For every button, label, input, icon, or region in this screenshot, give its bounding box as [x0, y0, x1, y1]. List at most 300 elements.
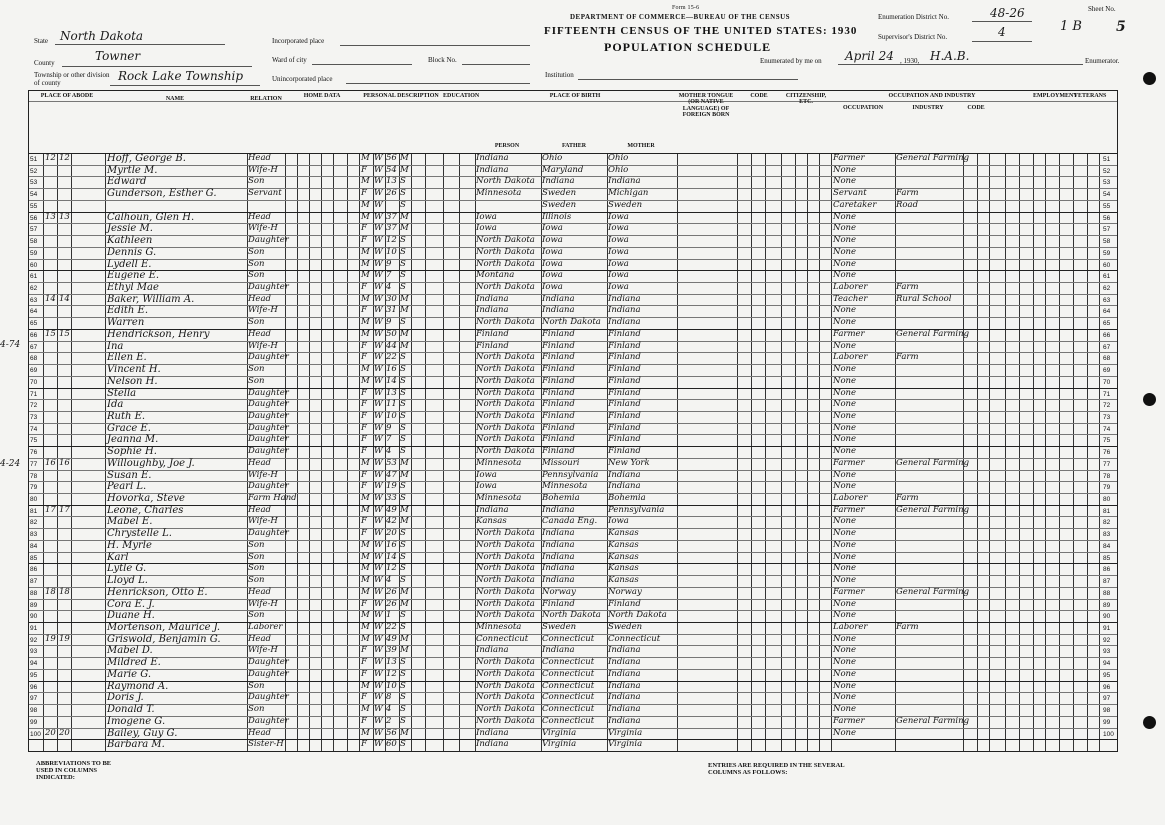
column-rule — [1073, 153, 1074, 751]
line-number: 58 — [30, 238, 38, 246]
cell-name: Imogene G. — [107, 715, 166, 727]
line-number: 75 — [1103, 437, 1111, 445]
cell-ms: S — [400, 657, 406, 668]
cell-ind: Farm — [896, 188, 919, 199]
cell-name: Lytle G. — [107, 563, 147, 575]
column-rule — [781, 153, 782, 751]
cell-name: Marie G. — [107, 668, 152, 680]
cell-race: W — [374, 645, 383, 656]
column-rule — [105, 153, 106, 751]
cell-age: 26 — [386, 586, 397, 597]
cell-mb: New York — [608, 457, 650, 468]
cell-ms: S — [400, 668, 406, 679]
cell-age: 53 — [386, 457, 397, 468]
cell-sex: M — [361, 551, 370, 562]
cell-dw: 16 — [45, 457, 56, 468]
cell-pb: North Dakota — [476, 704, 535, 715]
cell-age: 56 — [386, 153, 397, 163]
cell-ms: M — [400, 598, 409, 609]
line-number: 67 — [30, 343, 38, 351]
cell-fb: Missouri — [542, 457, 580, 468]
education-head: EDUCATION — [443, 93, 480, 99]
cell-fb: Virginia — [542, 739, 577, 750]
cell-pb: Indiana — [476, 727, 509, 738]
cell-pb: North Dakota — [476, 657, 535, 668]
line-number: 54 — [30, 191, 38, 199]
cell-race: W — [374, 211, 383, 222]
cell-pb: Montana — [476, 270, 515, 281]
line-number: 91 — [1103, 625, 1111, 633]
cell-sex: M — [361, 610, 370, 621]
cell-pb: Indiana — [476, 153, 509, 163]
cell-mb: Finland — [608, 598, 641, 609]
cell-mb: Virginia — [608, 739, 643, 750]
cell-name: Stella — [107, 387, 137, 399]
cell-name: Griswold, Benjamin G. — [107, 633, 221, 645]
cell-ms: S — [400, 246, 406, 257]
cell-sex: F — [361, 516, 367, 527]
cell-occ: None — [833, 235, 857, 246]
cell-occ: None — [833, 563, 857, 574]
line-number: 73 — [30, 413, 38, 421]
cell-ms: S — [400, 704, 406, 715]
margin-note-top: 4-74 — [0, 340, 21, 350]
cell-age: 39 — [386, 645, 397, 656]
cell-occ: None — [833, 176, 857, 187]
cell-ms: M — [400, 223, 409, 234]
unincorporated-label: Unincorporated place — [272, 75, 333, 83]
binder-hole-bottom — [1143, 716, 1156, 729]
cell-fam: 13 — [59, 211, 70, 222]
cell-race: W — [374, 328, 383, 339]
cell-dw: 13 — [45, 211, 56, 222]
cell-age: 7 — [386, 434, 392, 445]
cell-name: Baker, William A. — [107, 293, 195, 305]
cell-race: W — [374, 199, 383, 210]
cell-rel: Head — [248, 727, 271, 738]
column-rule — [43, 153, 44, 751]
cell-age: 42 — [386, 516, 397, 527]
cell-ms: M — [400, 469, 409, 480]
cell-occ: Laborer — [833, 281, 868, 292]
cell-rel: Head — [248, 633, 271, 644]
row-rule — [29, 247, 1117, 248]
line-number: 74 — [1103, 425, 1111, 433]
cell-mb: Finland — [608, 410, 641, 421]
cell-rel: Wife-H — [248, 645, 278, 656]
cell-age: 44 — [386, 340, 397, 351]
cell-ms: S — [400, 235, 406, 246]
cell-race: W — [374, 715, 383, 726]
row-rule — [29, 223, 1117, 224]
cell-name: Eugene E. — [107, 270, 160, 282]
cell-fb: Connecticut — [542, 704, 595, 715]
line-number: 51 — [1103, 156, 1111, 163]
cell-fb: Indiana — [542, 528, 575, 539]
enumerated-label: Enumerated by me on — [760, 57, 822, 65]
institution-label: Institution — [545, 71, 574, 79]
cell-age: 7 — [386, 270, 392, 281]
cell-pb: Finland — [476, 340, 509, 351]
cell-rel: Daughter — [248, 446, 289, 457]
cell-fb: Finland — [542, 328, 575, 339]
cell-race: W — [374, 223, 383, 234]
cell-rel: Head — [248, 293, 271, 304]
line-number: 53 — [1103, 179, 1111, 187]
cell-age: 12 — [386, 668, 397, 679]
cell-occ: None — [833, 422, 857, 433]
cell-occ: None — [833, 680, 857, 691]
cell-ms: M — [400, 164, 409, 175]
cell-sex: F — [361, 387, 367, 398]
cell-name: Mabel E. — [107, 516, 153, 528]
cell-fb: Iowa — [542, 258, 563, 269]
cell-name: Kathleen — [107, 235, 153, 247]
column-rule — [425, 153, 426, 751]
line-number: 73 — [1103, 413, 1111, 421]
cell-rel: Wife-H — [248, 164, 278, 175]
cell-ms: M — [400, 516, 409, 527]
cell-mb: Connecticut — [608, 633, 661, 644]
column-rule — [1099, 153, 1100, 751]
cell-fb: Pennsylvania — [542, 469, 599, 480]
cell-rel: Laborer — [248, 622, 283, 633]
supervisor-district-value: 4 — [998, 25, 1006, 39]
cell-pb: North Dakota — [476, 281, 535, 292]
cell-race: W — [374, 188, 383, 199]
cell-name: H. Myrle — [107, 539, 152, 551]
cell-pb: North Dakota — [476, 575, 535, 586]
cell-ms: S — [400, 493, 406, 504]
cell-age: 49 — [386, 633, 397, 644]
line-number: 86 — [30, 566, 38, 574]
cell-ms: M — [400, 727, 409, 738]
cell-mb: Virginia — [608, 727, 643, 738]
cell-sex: F — [361, 692, 367, 703]
cell-occ: None — [833, 258, 857, 269]
cell-name: Susan E. — [107, 469, 152, 481]
father-head: FATHER — [561, 143, 587, 149]
line-number: 66 — [1103, 331, 1111, 339]
cell-age: 11 — [386, 399, 397, 410]
line-number: 55 — [1103, 202, 1111, 210]
cell-ms: S — [400, 434, 406, 445]
cell-name: Henrickson, Otto E. — [107, 586, 208, 598]
cell-ms: M — [400, 457, 409, 468]
industry-head: INDUSTRY — [912, 105, 944, 111]
cell-fb: Finland — [542, 434, 575, 445]
cell-age: 47 — [386, 469, 397, 480]
cell-rel: Son — [248, 246, 265, 257]
cell-age: 22 — [386, 622, 397, 633]
cell-name: Dennis G. — [107, 246, 157, 258]
cell-sex: F — [361, 528, 367, 539]
cell-race: W — [374, 387, 383, 398]
line-number: 62 — [1103, 284, 1111, 292]
entries-title: ENTRIES ARE REQUIRED IN THE SEVERAL COLUMNS AS FOLLOWS: — [708, 762, 845, 777]
cell-race: W — [374, 539, 383, 550]
enumeration-district-value: 48-26 — [990, 6, 1025, 20]
line-number: 83 — [1103, 531, 1111, 539]
cell-mb: Indiana — [608, 715, 641, 726]
cell-rel: Son — [248, 680, 265, 691]
cell-rel: Wife-H — [248, 340, 278, 351]
cell-race: W — [374, 422, 383, 433]
cell-rel: Daughter — [248, 657, 289, 668]
cell-mb: Indiana — [608, 481, 641, 492]
cell-rel: Daughter — [248, 434, 289, 445]
cell-ms: M — [400, 211, 409, 222]
cell-sex: M — [361, 493, 370, 504]
abbreviations-title: ABBREVIATIONS TO BE USED IN COLUMNS INDICATED: — [36, 760, 112, 782]
cell-name: Calhoun, Glen H. — [107, 211, 195, 223]
line-number: 72 — [30, 402, 38, 410]
cell-ms: S — [400, 539, 406, 550]
county-value: Towner — [95, 49, 141, 63]
cell-sex: M — [361, 211, 370, 222]
cell-age: 13 — [386, 657, 397, 668]
line-number: 94 — [1103, 660, 1111, 668]
cell-age: 10 — [386, 680, 397, 691]
cell-fb: Finland — [542, 387, 575, 398]
line-number: 99 — [1103, 718, 1111, 726]
ward-underline — [312, 64, 412, 65]
cell-rel: Son — [248, 563, 265, 574]
schedule-table — [28, 90, 1118, 752]
cell-ms: S — [400, 622, 406, 633]
cell-race: W — [374, 516, 383, 527]
cell-occ: None — [833, 692, 857, 703]
cell-name: Bailey, Guy G. — [107, 727, 178, 739]
cell-age: 4 — [386, 704, 392, 715]
cell-ind: General Farming — [896, 586, 970, 597]
cell-fb: Ohio — [542, 153, 563, 163]
cell-age: 20 — [386, 528, 397, 539]
cell-mb: Bohemia — [608, 493, 646, 504]
cell-name: Vincent H. — [107, 364, 161, 376]
cell-ms: S — [400, 387, 406, 398]
line-number: 79 — [30, 484, 38, 492]
citizenship-head: CITIZENSHIP, ETC. — [785, 93, 827, 106]
cell-race: W — [374, 668, 383, 679]
cell-age: 10 — [386, 246, 397, 257]
cell-ms: M — [400, 328, 409, 339]
cell-pb: North Dakota — [476, 692, 535, 703]
cell-fb: Finland — [542, 340, 575, 351]
cell-name: Ruth E. — [107, 410, 146, 422]
line-number: 100 — [1103, 730, 1114, 738]
cell-race: W — [374, 575, 383, 586]
cell-rel: Son — [248, 176, 265, 187]
form-number: Form 15-6 — [672, 5, 700, 11]
mother-tongue-head: MOTHER TONGUE (OR NATIVE LANGUAGE) OF FOREIGN BORN — [678, 93, 734, 118]
cell-occ: None — [833, 364, 857, 375]
cell-mb: Indiana — [608, 692, 641, 703]
cell-pb: Iowa — [476, 481, 497, 492]
cell-pb: Iowa — [476, 469, 497, 480]
cell-race: W — [374, 633, 383, 644]
line-number: 75 — [30, 437, 38, 445]
enumeration-district-underline — [972, 21, 1032, 22]
cell-name: Ida — [107, 399, 124, 411]
cell-occ: None — [833, 270, 857, 281]
cell-occ: None — [833, 645, 857, 656]
cell-fb: Iowa — [542, 270, 563, 281]
line-number: 89 — [30, 601, 38, 609]
line-number: 85 — [1103, 554, 1111, 562]
cell-ind: General Farming — [896, 153, 970, 163]
cell-fam: 18 — [59, 586, 70, 597]
cell-name: Ellen E. — [107, 352, 147, 364]
enumerator-initials: H.A.B. — [930, 49, 970, 63]
column-rule — [895, 153, 896, 751]
cell-fam: 14 — [59, 293, 70, 304]
cell-ms: S — [400, 551, 406, 562]
cell-name: Hovorka, Steve — [107, 493, 185, 505]
line-number: 93 — [30, 648, 38, 656]
column-rule — [459, 153, 460, 751]
cell-fb: Indiana — [542, 539, 575, 550]
cell-rel: Son — [248, 364, 265, 375]
line-number: 91 — [30, 625, 38, 633]
cell-rel: Son — [248, 270, 265, 281]
line-number: 68 — [1103, 355, 1111, 363]
cell-mb: Kansas — [608, 563, 639, 574]
cell-mb: Iowa — [608, 211, 629, 222]
line-number: 67 — [1103, 343, 1111, 351]
cell-rel: Daughter — [248, 422, 289, 433]
cell-fb: Iowa — [542, 223, 563, 234]
line-number: 51 — [30, 156, 38, 163]
cell-rel: Son — [248, 539, 265, 550]
cell-age: 4 — [386, 281, 392, 292]
cell-sex: M — [361, 317, 370, 328]
cell-occ: None — [833, 164, 857, 175]
cell-pb: Minnesota — [476, 188, 522, 199]
cell-ms: M — [400, 305, 409, 316]
line-number: 88 — [1103, 589, 1111, 597]
cell-rel: Head — [248, 504, 271, 515]
cell-mb: Finland — [608, 434, 641, 445]
occupation-head: OCCUPATION — [842, 105, 884, 111]
cell-mb: Iowa — [608, 516, 629, 527]
cell-race: W — [374, 164, 383, 175]
cell-name: Sophie H. — [107, 446, 157, 458]
cell-sex: M — [361, 539, 370, 550]
binder-hole-middle — [1143, 393, 1156, 406]
line-number: 76 — [1103, 449, 1111, 457]
cell-race: W — [374, 493, 383, 504]
cell-rel: Head — [248, 586, 271, 597]
cell-race: W — [374, 246, 383, 257]
cell-mb: Iowa — [608, 223, 629, 234]
column-rule — [819, 153, 820, 751]
schedule-title: POPULATION SCHEDULE — [604, 40, 772, 54]
cell-name: Mortenson, Maurice J. — [107, 622, 221, 634]
cell-ms: S — [400, 446, 406, 457]
cell-rel: Daughter — [248, 481, 289, 492]
cell-occ: Laborer — [833, 622, 868, 633]
cell-ms: S — [400, 281, 406, 292]
cell-occ: None — [833, 575, 857, 586]
cell-sex: F — [361, 481, 367, 492]
margin-note-bottom: 4-24 — [0, 459, 21, 469]
cell-rel: Wife-H — [248, 305, 278, 316]
line-number: 71 — [1103, 390, 1111, 398]
cell-mb: North Dakota — [608, 610, 667, 621]
cell-race: W — [374, 739, 383, 750]
line-number: 89 — [1103, 601, 1111, 609]
cell-ms: S — [400, 692, 406, 703]
cell-mb: Finland — [608, 328, 641, 339]
cell-name: Pearl L. — [107, 481, 147, 493]
cell-fb: Finland — [542, 598, 575, 609]
cell-occ: None — [833, 610, 857, 621]
line-number: 93 — [1103, 648, 1111, 656]
cell-race: W — [374, 610, 383, 621]
line-number: 56 — [30, 214, 38, 222]
column-rule — [1045, 153, 1046, 751]
cell-occ: None — [833, 633, 857, 644]
cell-sex: M — [361, 176, 370, 187]
page-stamp: 5 — [1116, 19, 1126, 35]
cell-fb: Indiana — [542, 504, 575, 515]
cell-ms: S — [400, 739, 406, 750]
cell-fb: Connecticut — [542, 657, 595, 668]
cell-age: 26 — [386, 188, 397, 199]
cell-pb: North Dakota — [476, 598, 535, 609]
cell-sex: F — [361, 235, 367, 246]
cell-ms: S — [400, 528, 406, 539]
column-rule — [795, 153, 796, 751]
cell-name: Edward — [107, 176, 147, 188]
cell-race: W — [374, 504, 383, 515]
cell-ms: M — [400, 153, 409, 163]
cell-race: W — [374, 598, 383, 609]
cell-mb: Indiana — [608, 657, 641, 668]
line-number: 64 — [30, 308, 38, 316]
cell-occ: Farmer — [833, 715, 865, 726]
cell-mb: Sweden — [608, 199, 643, 210]
line-number: 55 — [30, 202, 38, 210]
cell-sex: M — [361, 575, 370, 586]
cell-ms: S — [400, 317, 406, 328]
enumeration-district-label: Enumeration District No. — [878, 13, 949, 21]
person-head: PERSON — [494, 143, 520, 149]
column-rule — [71, 153, 72, 751]
cell-fb: Norway — [542, 586, 576, 597]
cell-rel: Wife-H — [248, 516, 278, 527]
cell-pb: North Dakota — [476, 399, 535, 410]
cell-occ: None — [833, 340, 857, 351]
line-number: 58 — [1103, 238, 1111, 246]
township-underline — [110, 85, 260, 86]
cell-pb: North Dakota — [476, 668, 535, 679]
code-head: CODE — [750, 93, 768, 99]
cell-mb: Finland — [608, 387, 641, 398]
cell-ms: M — [400, 633, 409, 644]
cell-pb: North Dakota — [476, 528, 535, 539]
cell-pb: North Dakota — [476, 551, 535, 562]
cell-occ: None — [833, 446, 857, 457]
cell-pb: North Dakota — [476, 434, 535, 445]
cell-pb: Connecticut — [476, 633, 529, 644]
enumerated-year: , 1930, — [900, 57, 920, 65]
line-number: 87 — [1103, 578, 1111, 586]
cell-ms: S — [400, 715, 406, 726]
county-underline — [62, 66, 252, 67]
cell-rel: Daughter — [248, 668, 289, 679]
